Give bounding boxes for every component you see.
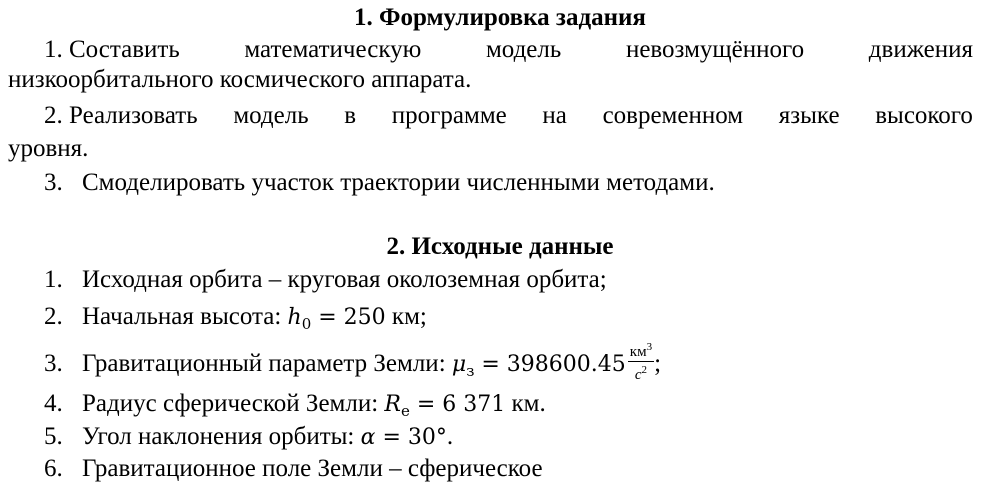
- data-item-5: [44, 422, 453, 453]
- data-item-text: Гравитационное поле Земли – сферическое: [82, 455, 543, 482]
- task-item-1-first-line: [44, 35, 973, 65]
- data-item-tail: км;: [385, 303, 427, 330]
- data-item-text: Начальная высота:: [82, 303, 288, 330]
- task-item-1-continuation: низкоорбитального космического аппарата.: [8, 66, 472, 93]
- data-item-text: Радиус сферической Земли:: [82, 390, 385, 417]
- task-item-1-word: математическую: [244, 36, 422, 63]
- task-item-2-word: на: [542, 102, 567, 129]
- data-item-tail: ;: [654, 350, 662, 378]
- data-item-text: Исходная орбита – круговая околоземная орбита;: [82, 266, 607, 293]
- task-item-2-first-line: [44, 101, 973, 131]
- data-item-tail: км.: [505, 390, 546, 417]
- data-item-1: [44, 265, 607, 295]
- gravitational-parameter-formula: $\mu_з = 398600.45$: [451, 352, 626, 381]
- data-item-6: [44, 454, 543, 484]
- data-item-number: 5.: [44, 423, 63, 450]
- task-item-2-word: современном: [602, 102, 744, 129]
- earth-radius-formula: $R_e = 6$ 371: [384, 392, 506, 420]
- unit-fraction: $\frac{км^3}{с^2}$: [629, 341, 653, 383]
- task-item-2-continuation: уровня.: [8, 135, 89, 162]
- section-1-title: 1. Формулировка задания: [354, 4, 646, 31]
- task-item-3-text: Смоделировать участок траектории численными методами.: [82, 169, 715, 196]
- task-item-2-word: в: [344, 102, 357, 129]
- initial-height-formula: $h_0 = 250$: [287, 305, 386, 333]
- data-item-3: [44, 343, 661, 388]
- task-item-2-word: 2. Реализовать: [44, 102, 198, 129]
- data-item-text: Угол наклонения орбиты:: [82, 423, 361, 450]
- data-item-4: [44, 389, 546, 421]
- task-item-1-word: модель: [485, 36, 562, 63]
- data-item-number: 2.: [44, 303, 63, 330]
- task-item-3: [44, 168, 715, 198]
- task-item-2-word: модель: [233, 102, 309, 129]
- task-item-2-word: языке: [778, 102, 840, 129]
- data-item-2: [44, 302, 427, 334]
- task-item-1-word: невозмущённого: [625, 36, 805, 63]
- data-item-number: 4.: [44, 390, 63, 417]
- task-item-3-number: 3.: [44, 169, 63, 196]
- section-2-title: 2. Исходные данные: [386, 233, 614, 260]
- task-item-2-word: программе: [391, 102, 507, 129]
- inclination-formula: α = 30°: [360, 425, 447, 450]
- data-item-number: 1.: [44, 266, 63, 293]
- task-item-2-word: высокого: [875, 102, 973, 129]
- data-item-tail: .: [446, 423, 454, 450]
- task-item-1-word: движения: [868, 36, 973, 63]
- data-item-number: 3.: [44, 350, 63, 378]
- data-item-number: 6.: [44, 455, 63, 482]
- task-item-1-word: 1. Составить: [44, 36, 180, 63]
- data-item-text: Гравитационный параметр Земли:: [82, 350, 452, 378]
